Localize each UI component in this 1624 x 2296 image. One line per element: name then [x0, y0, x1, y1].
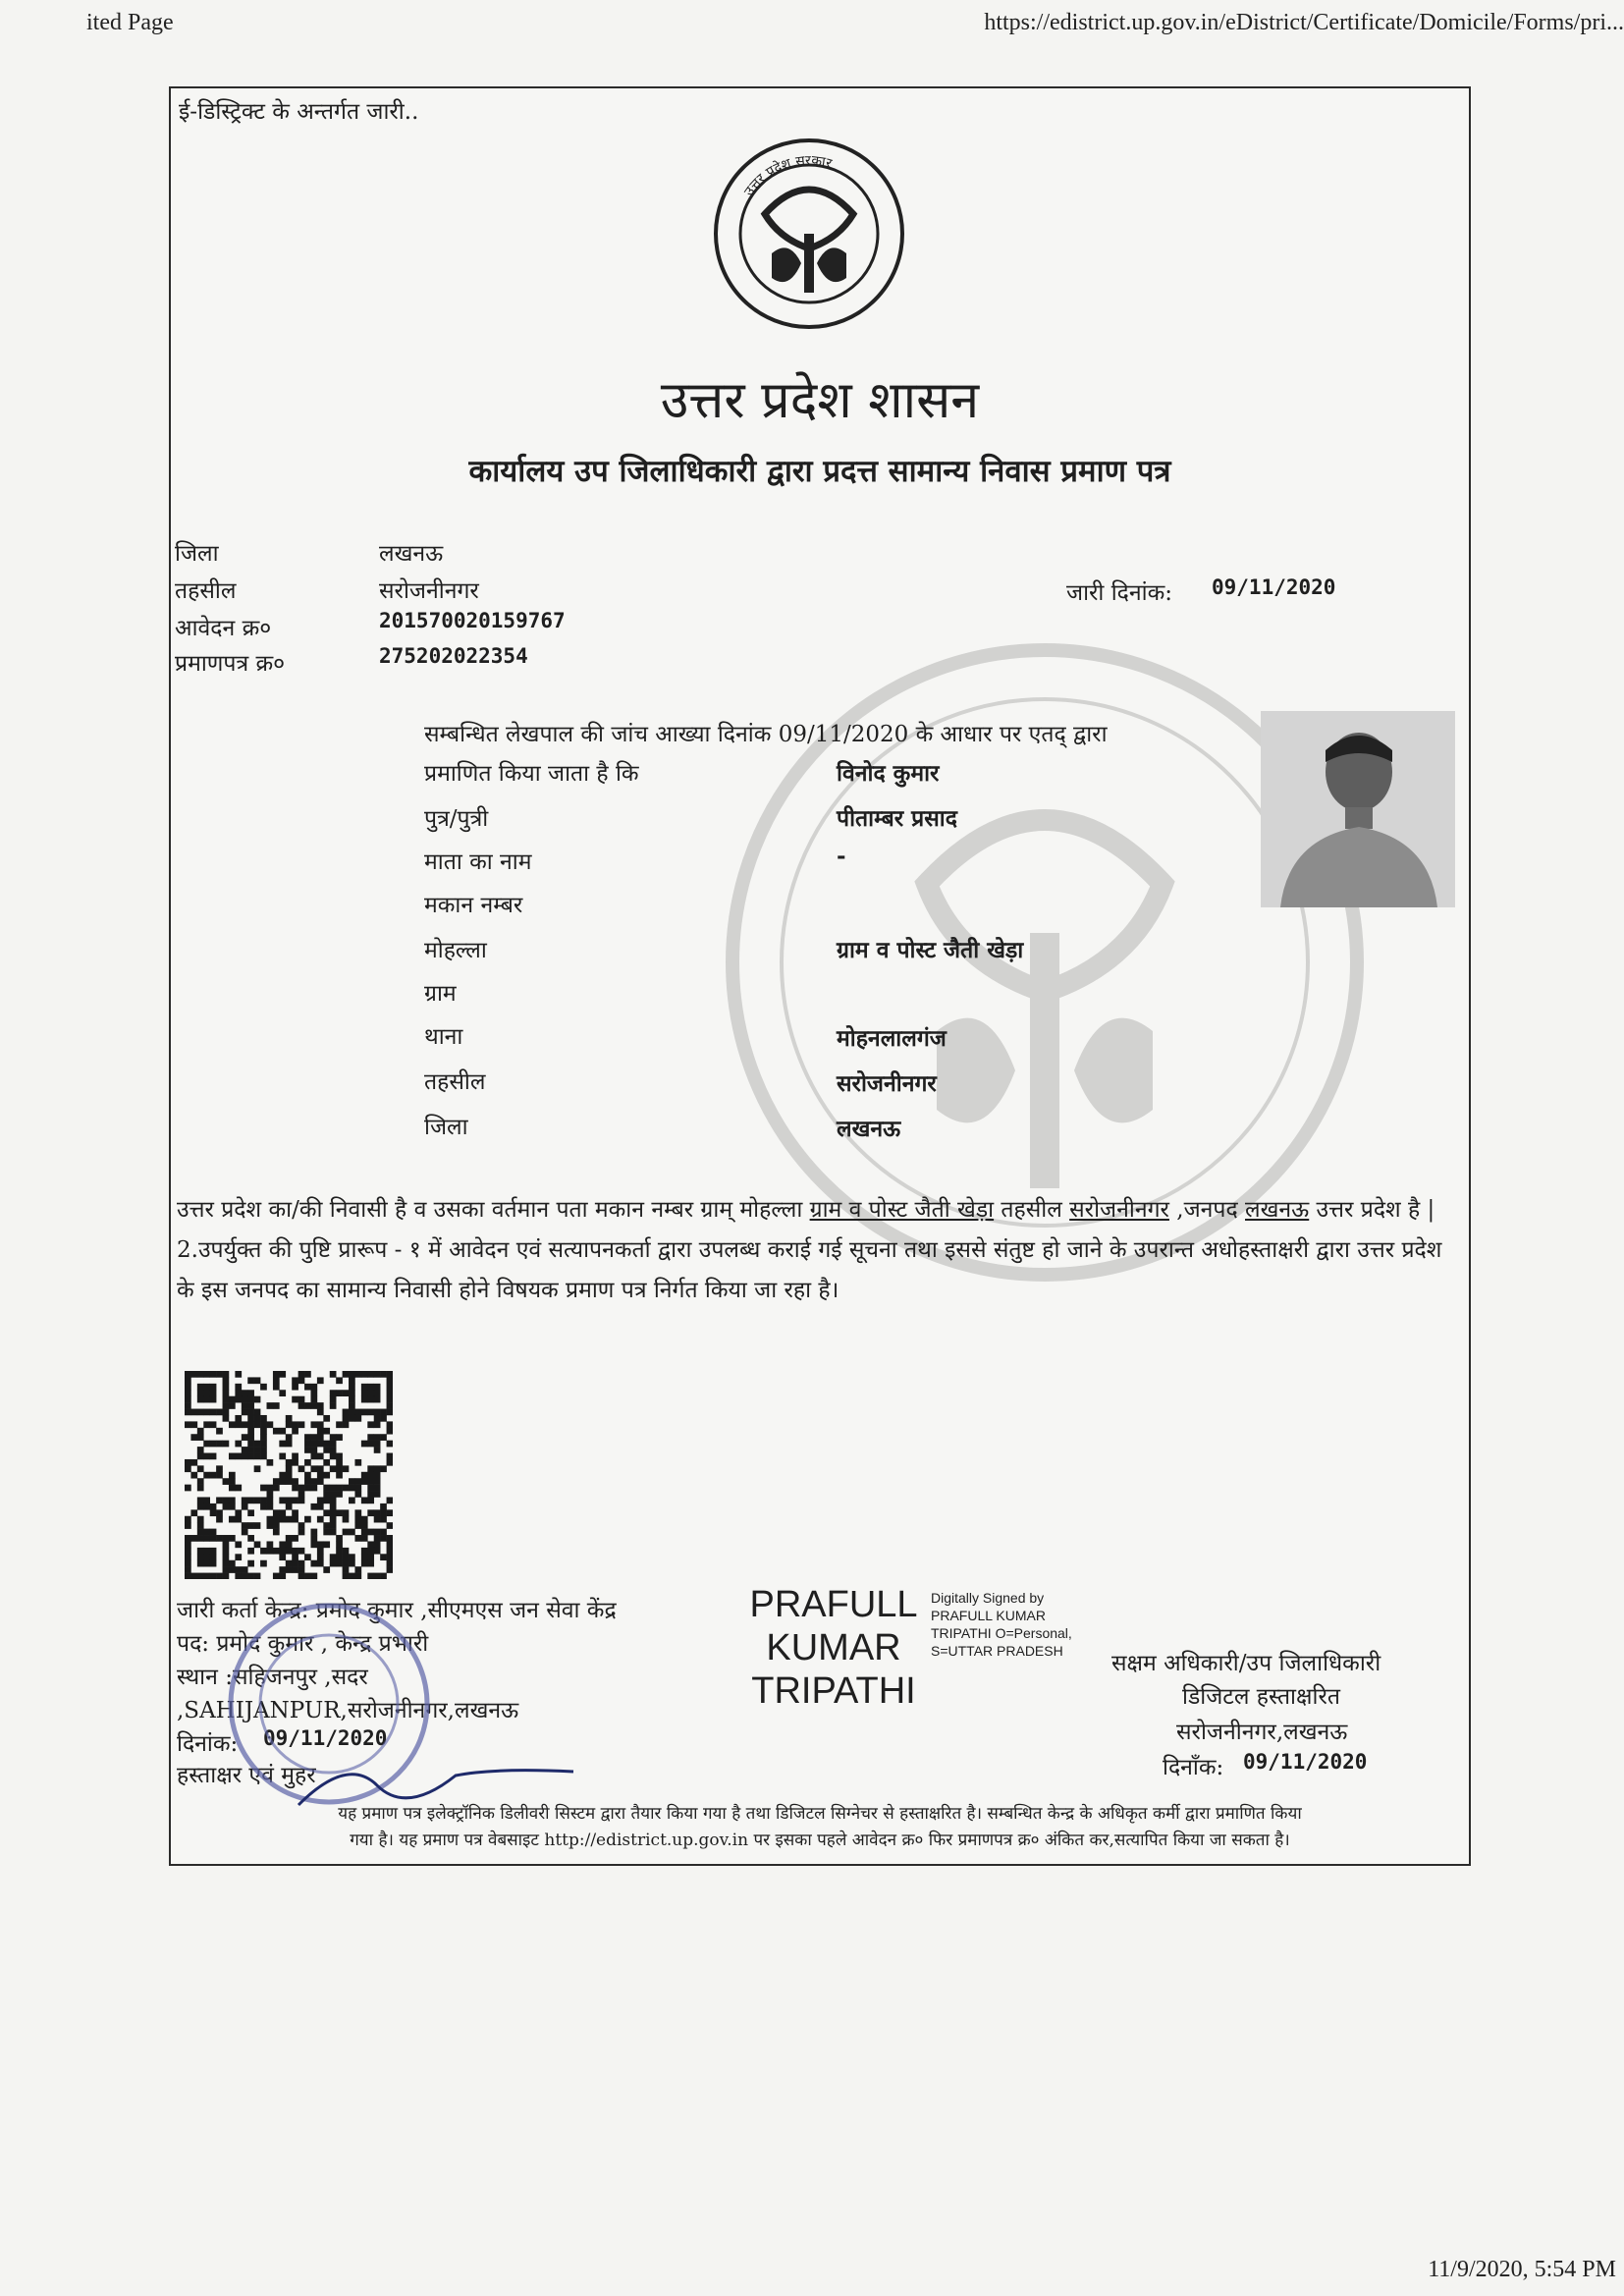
detail-label-police-station: थाना — [424, 1024, 463, 1050]
browser-print-header-left: ited Page — [86, 10, 174, 35]
print-timestamp: 11/9/2020, 5:54 PM — [1428, 2257, 1616, 2282]
verification-line: सम्बन्धित लेखपाल की जांच आख्या दिनांक 09/11/2020 के आधार पर एतद् द्वारा — [424, 722, 1108, 747]
field-value-district: लखनऊ — [379, 541, 444, 567]
field-label-district: जिला — [175, 541, 219, 567]
paragraph-mohalla: ग्राम व पोस्ट जैती खेड़ा — [809, 1197, 995, 1223]
authority-digitally-signed: डिजिटल हस्ताक्षरित — [1182, 1684, 1340, 1710]
authority-designation: सक्षम अधिकारी/उप जिलाधिकारी — [1111, 1651, 1381, 1676]
issue-date-label: जारी दिनांक: — [1066, 580, 1173, 606]
certificate-paragraph — [177, 1190, 1453, 1311]
paragraph-point-2: 2.उपर्युक्त की पुष्टि प्रारूप - १ में आवेदन एवं सत्यापनकर्ता द्वारा उपलब्ध कराई गई सूचना तथा इससे संतुष्ट हो जाने के उपरान्त अधोहस्ताक्षरी द्वारा उत्तर प्रदेश के इस जनपद का सामान्य निवासी होने विषयक प्रमाण पत्र निर्गत किया जा रहा है। — [177, 1237, 1442, 1303]
footer-note-line-1: यह प्रमाण पत्र इलेक्ट्रॉनिक डिलीवरी सिस्टम द्वारा तैयार किया गया है तथा डिजिटल सिग्नेचर से हस्ताक्षरित है। सम्बन्धित केन्द्र के अधिकृत कर्मी द्वारा प्रमाणित किया — [338, 1804, 1302, 1824]
signature-meta-4: S=UTTAR PRADESH — [931, 1643, 1063, 1659]
browser-print-header-url: https://edistrict.up.gov.in/eDistrict/Certificate/Domicile/Forms/pri... — [984, 10, 1624, 35]
certificate-number: 275202022354 — [379, 644, 528, 668]
paragraph-text-1: उत्तर प्रदेश का/की निवासी है व उसका वर्तमान पता मकान नम्बर ग्राम् मोहल्ला — [177, 1197, 810, 1223]
person-photo-icon — [1261, 711, 1455, 907]
digital-signature-details — [931, 1589, 1072, 1660]
signature-meta-2: PRAFULL KUMAR — [931, 1608, 1046, 1623]
field-label-tehsil: तहसील — [175, 578, 237, 604]
detail-label-village: ग्राम — [424, 981, 457, 1007]
issuer-date-label: दिनांक: — [177, 1731, 239, 1757]
issued-under-text: ई-डिस्ट्रिक्ट के अन्तर्गत जारी.. — [179, 99, 419, 125]
signer-name-line-1: PRAFULL — [749, 1584, 918, 1625]
applicant-name: विनोद कुमार — [837, 760, 940, 787]
authority-date: 09/11/2020 — [1243, 1750, 1368, 1774]
signature-meta-1: Digitally Signed by — [931, 1590, 1045, 1606]
application-number: 201570020159767 — [379, 609, 566, 632]
digital-signer-name — [740, 1583, 927, 1713]
signer-name-line-2: KUMAR — [766, 1627, 901, 1668]
applicant-photo — [1261, 711, 1455, 907]
up-state-emblem-icon — [711, 136, 907, 332]
mother-name: - — [837, 843, 846, 869]
paragraph-tehsil: सरोजनीनगर — [1069, 1197, 1169, 1223]
police-station: मोहनलालगंज — [837, 1025, 947, 1052]
detail-label-house-no: मकान नम्बर — [424, 893, 523, 918]
paragraph-text-2: तहसील — [994, 1197, 1070, 1223]
district-value: लखनऊ — [837, 1116, 901, 1142]
tehsil-value: सरोजनीनगर — [837, 1070, 937, 1097]
detail-label-certified: प्रमाणित किया जाता है कि — [424, 761, 639, 787]
detail-label-mother: माता का नाम — [424, 849, 532, 875]
paragraph-district: लखनऊ — [1245, 1197, 1310, 1223]
issue-date: 09/11/2020 — [1212, 575, 1336, 599]
detail-label-mohalla: मोहल्ला — [424, 938, 487, 963]
qr-code-icon — [185, 1371, 393, 1579]
mohalla-value: ग्राम व पोस्ट जैती खेड़ा — [837, 937, 1024, 963]
government-title: उत्तर प्रदेश शासन — [660, 371, 980, 430]
issuer-sign-label: हस्ताक्षर एवं मुहर — [177, 1763, 316, 1788]
signer-name-line-3: TRIPATHI — [751, 1670, 916, 1712]
field-label-application-no: आवेदन क्र० — [175, 616, 272, 641]
issuer-address: ,SAHIJANPUR,सरोजनीनगर,लखनऊ — [177, 1698, 519, 1723]
emblem-text: उत्तर प्रदेश सरकार — [741, 152, 834, 199]
father-name: पीताम्बर प्रसाद — [837, 805, 957, 832]
authority-location: सरोजनीनगर,लखनऊ — [1176, 1720, 1348, 1745]
field-label-certificate-no: प्रमाणपत्र क्र० — [175, 651, 286, 677]
paragraph-text-4: उत्तर प्रदेश है | — [1309, 1197, 1435, 1223]
authority-date-label: दिनाँक: — [1163, 1755, 1224, 1780]
certificate-footer-note — [171, 1801, 1469, 1854]
detail-label-child-of: पुत्र/पुत्री — [424, 806, 489, 832]
domicile-certificate — [169, 86, 1471, 1866]
detail-label-tehsil-2: तहसील — [424, 1069, 486, 1095]
issuer-date: 09/11/2020 — [263, 1726, 388, 1750]
certificate-title: कार्यालय उप जिलाधिकारी द्वारा प्रदत्त सामान्य निवास प्रमाण पत्र — [468, 454, 1171, 489]
issuer-centre: जारी कर्ता केन्द्र: प्रमोद कुमार ,सीएमएस जन सेवा केंद्र — [177, 1598, 617, 1623]
signature-meta-3: TRIPATHI O=Personal, — [931, 1625, 1072, 1641]
field-value-tehsil: सरोजनीनगर — [379, 578, 479, 604]
footer-note-line-2: गया है। यह प्रमाण पत्र वेबसाइट http://edistrict.up.gov.in पर इसका पहले आवेदन क्र० फिर प्रमाणपत्र क्र० अंकित कर,सत्यापित किया जा सकता है। — [350, 1831, 1290, 1850]
paragraph-text-3: ,जनपद — [1168, 1197, 1245, 1223]
issuer-post: पद: प्रमोद कुमार , केन्द्र प्रभारी — [177, 1631, 429, 1657]
issuer-place: स्थान :सहिजनपुर ,सदर — [177, 1665, 368, 1690]
detail-label-district-2: जिला — [424, 1115, 468, 1140]
